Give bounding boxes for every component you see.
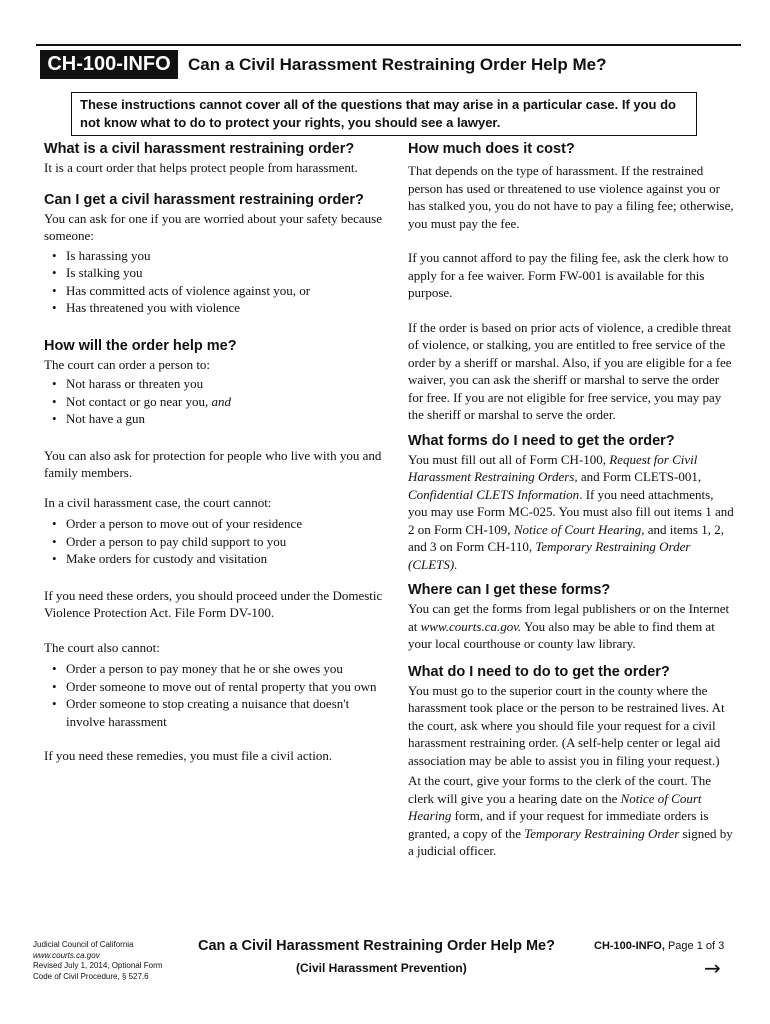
section-heading-how-help: How will the order help me?: [44, 337, 237, 354]
section-heading-what-is: What is a civil harassment restraining order?: [44, 141, 355, 157]
section-heading-cost: How much does it cost?: [408, 141, 575, 157]
left-column: [44, 140, 384, 765]
section-text: It is a court order that helps protect people from harassment.: [44, 160, 358, 175]
footer-revised: Revised July 1, 2014, Optional Form: [33, 961, 163, 970]
list-item: • Make orders for custody and visitation: [52, 551, 268, 566]
section-heading-where: Where can I get these forms?: [408, 582, 611, 598]
section-text: You must fill out all of Form CH-100, Request for Civil Harassment Restraining Orders, and Form CLETS-001, Confidential CLETS Information. If you need attachments, you may use Form MC-025. You must also fill out items 1 and 2 on Form CH-109, Notice of Court Hearing, and items 1, 2, and 3 on Form CH-110, Temporary Restraining Order (CLETS).: [408, 451, 734, 572]
header-rule: [36, 44, 741, 46]
list-item: • Not contact or go near you, and: [52, 393, 231, 409]
list-item: • Order a person to pay child support to you: [52, 533, 287, 549]
list-item: • Order someone to move out of rental property that you own: [52, 678, 377, 694]
footer-subtitle: (Civil Harassment Prevention): [296, 961, 467, 975]
section-text: If you need these remedies, you must file a civil action.: [44, 748, 333, 763]
section-text: The court can order a person to:: [44, 356, 211, 372]
section-text: You must go to the superior court in the county where the harassment took place or the person to be restrained lives. At the court, ask where you should file your request for a civil harassment restraining order. (A self-help center or legal aid association may be able to assist you in filing your request.): [408, 682, 725, 768]
list-item: • Order someone to stop creating a nuisance that doesn't involve harassment: [52, 696, 350, 729]
section-text: If the order is based on prior acts of violence, a credible threat of violence, or stalking, you are entitled to free service of the order by a sheriff or marshal. Also, if you are eligible for a fee waiver, you can ask the sheriff or marshal to serve the order for free. If you are not eligible for free service, you may pay the sheriff or marshal to serve the order.: [408, 319, 732, 422]
section-heading-what-do: What do I need to do to get the order?: [408, 663, 670, 680]
bullet-list: [44, 375, 384, 428]
list-item: • Is harassing you: [52, 247, 151, 263]
list-item: • Order a person to move out of your residence: [52, 516, 303, 531]
section-heading-can-i-get: Can I get a civil harassment restraining order?: [44, 191, 364, 208]
bullet-list: [44, 515, 384, 568]
form-id-badge: CH-100-INFO: [40, 50, 178, 79]
section-text: If you cannot afford to pay the filing fee, ask the clerk how to apply for a fee waiver. Form FW-001 is available for this purpose.: [408, 250, 729, 300]
footer-page-info: [594, 940, 724, 952]
footer-org: Judicial Council of California: [33, 940, 134, 949]
section-text: That depends on the type of harassment. If the restrained person has used or threatened to use violence against you or has stalked you, you do not have to pay a filing fee; otherwise, you must pay the fee.: [408, 163, 734, 231]
section-text: If you need these orders, you should proceed under the Domestic Violence Protection Act. File Form DV-100.: [44, 587, 383, 620]
list-item: • Not have a gun: [52, 411, 146, 426]
list-item: • Not harass or threaten you: [52, 376, 204, 391]
list-item: • Order a person to pay money that he or she owes you: [52, 661, 343, 676]
section-text: The court also cannot:: [44, 639, 160, 655]
page-number: Page 1 of 3: [667, 940, 725, 952]
bullet-list: [44, 247, 384, 317]
notice-box: These instructions cannot cover all of the questions that may arise in a particular case. If you do not know what to do to protect your rights, you should see a lawyer.: [71, 92, 697, 136]
footer-code: Code of Civil Procedure, § 527.6: [33, 971, 149, 981]
footer-title: Can a Civil Harassment Restraining Order Help Me?: [198, 938, 555, 954]
right-arrow-icon: →: [704, 956, 721, 980]
footer-form-id: CH-100-INFO,: [594, 940, 665, 952]
footer-url: www.courts.ca.gov: [33, 950, 100, 960]
section-text: You can also ask for protection for people who live with you and family members.: [44, 447, 382, 480]
section-text: You can ask for one if you are worried about your safety because someone:: [44, 210, 383, 243]
page-title: Can a Civil Harassment Restraining Order Help Me?: [188, 55, 607, 74]
list-item: • Is stalking you: [52, 265, 143, 280]
bullet-list: [44, 660, 384, 730]
section-text: At the court, give your forms to the clerk of the court. The clerk will give you a hearing date on the Notice of Court Hearing form, and if your request for immediate orders is granted, a copy of the Temporary Restraining Order signed by a judicial officer.: [408, 773, 733, 858]
section-text: In a civil harassment case, the court cannot:: [44, 494, 272, 510]
list-item: • Has committed acts of violence against you, or: [52, 282, 311, 298]
right-column: [408, 140, 734, 860]
section-heading-forms: What forms do I need to get the order?: [408, 432, 675, 449]
section-text: You can get the forms from legal publishers or on the Internet at www.courts.ca.gov. You also may be able to find them at your local courthouse or county law library.: [408, 601, 730, 651]
list-item: • Has threatened you with violence: [52, 300, 240, 315]
footer-source: [33, 940, 162, 982]
